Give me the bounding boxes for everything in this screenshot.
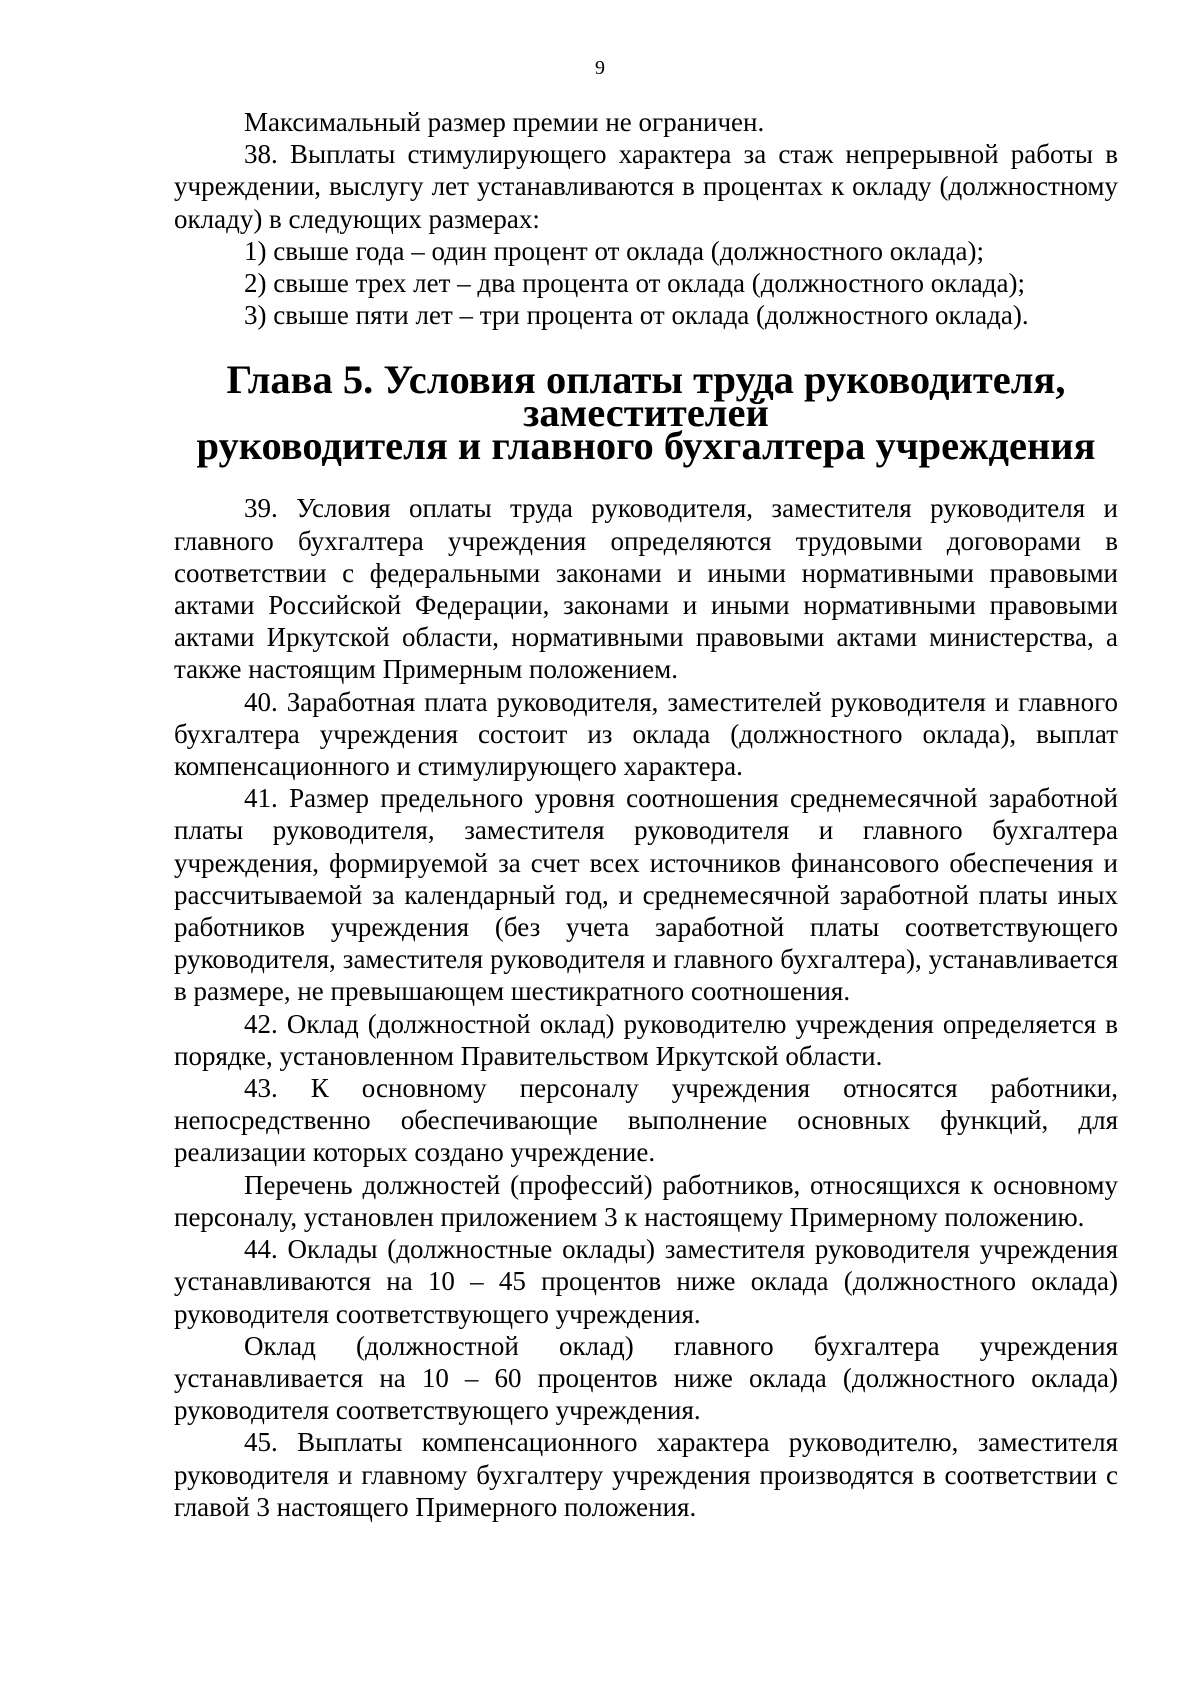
chapter-heading-line-1: Глава 5. Условия оплаты труда руководителя, заместителей [226,357,1066,436]
list-item-2: 2) свыше трех лет – два процента от оклада (должностного оклада); [244,268,1025,299]
paragraph-43: 43. К основному персоналу учреждения относятся работники, непосредственно обеспечивающие выполнение основных функций, для реализации которых создано учреждение. [174,1073,1118,1168]
paragraph-42: 42. Оклад (должностной оклад) руководителю учреждения определяется в порядке, установленном Правительством Иркутской области. [174,1008,1118,1071]
paragraph-39: 39. Условия оплаты труда руководителя, заместителя руководителя и главного бухгалтера учреждения определяются трудовыми договорами в соответствии с федеральными законами и иными нормативными правовыми актами Российской Федерации, законами и иными нормативными правовыми актами Иркутской области, нормативными правовыми актами министерства, а также настоящим Примерным положением. [174,493,1118,685]
paragraph-44: 44. Оклады (должностные оклады) заместителя руководителя учреждения устанавливаются на 10 – 45 процентов ниже оклада (должностного оклада) руководителя соответствующего учреждения. [174,1234,1118,1329]
page-number: 9 [595,57,605,79]
list-item-1: 1) свыше года – один процент от оклада (должностного оклада); [244,235,985,266]
chapter-heading-line-2: руководителя и главного бухгалтера учреждения [196,423,1096,469]
paragraph: Максимальный размер премии не ограничен. [244,107,765,137]
paragraph-44-chief-accountant: Оклад (должностной оклад) главного бухгалтера учреждения устанавливается на 10 – 60 процентов ниже оклада (должностного оклада) руководителя соответствующего учреждения. [174,1330,1118,1426]
list-item-3: 3) свыше пяти лет – три процента от оклада (должностного оклада). [244,300,1029,331]
paragraph-43-list: Перечень должностей (профессий) работников, относящихся к основному персоналу, установлен приложением 3 к настоящему Примерному положению. [174,1169,1118,1232]
chapter-heading [174,357,1118,469]
paragraph-38: 38. Выплаты стимулирующего характера за стаж непрерывной работы в учреждении, выслугу лет устанавливаются в процентах к окладу (должностному окладу) в следующих размерах: [174,139,1118,234]
document-body [174,106,1118,1523]
paragraph-45: 45. Выплаты компенсационного характера руководителю, заместителя руководителя и главному бухгалтеру учреждения производятся в соответствии с главой 3 настоящего Примерного положения. [174,1427,1118,1522]
paragraph-41: 41. Размер предельного уровня соотношения среднемесячной заработной платы руководителя, заместителя руководителя и главного бухгалтера учреждения, формируемой за счет всех источников финансового обеспечения и рассчитываемой за календарный год, и среднемесячной заработной платы иных работников учреждения (без учета заработной платы соответствующего руководителя, заместителя руководителя и главного бухгалтера), устанавливается в размере, не превышающем шестикратного соотношения. [174,783,1118,1007]
paragraph-40: 40. Заработная плата руководителя, заместителей руководителя и главного бухгалтера учреждения состоит из оклада (должностного оклада), выплат компенсационного и стимулирующего характера. [174,686,1118,782]
